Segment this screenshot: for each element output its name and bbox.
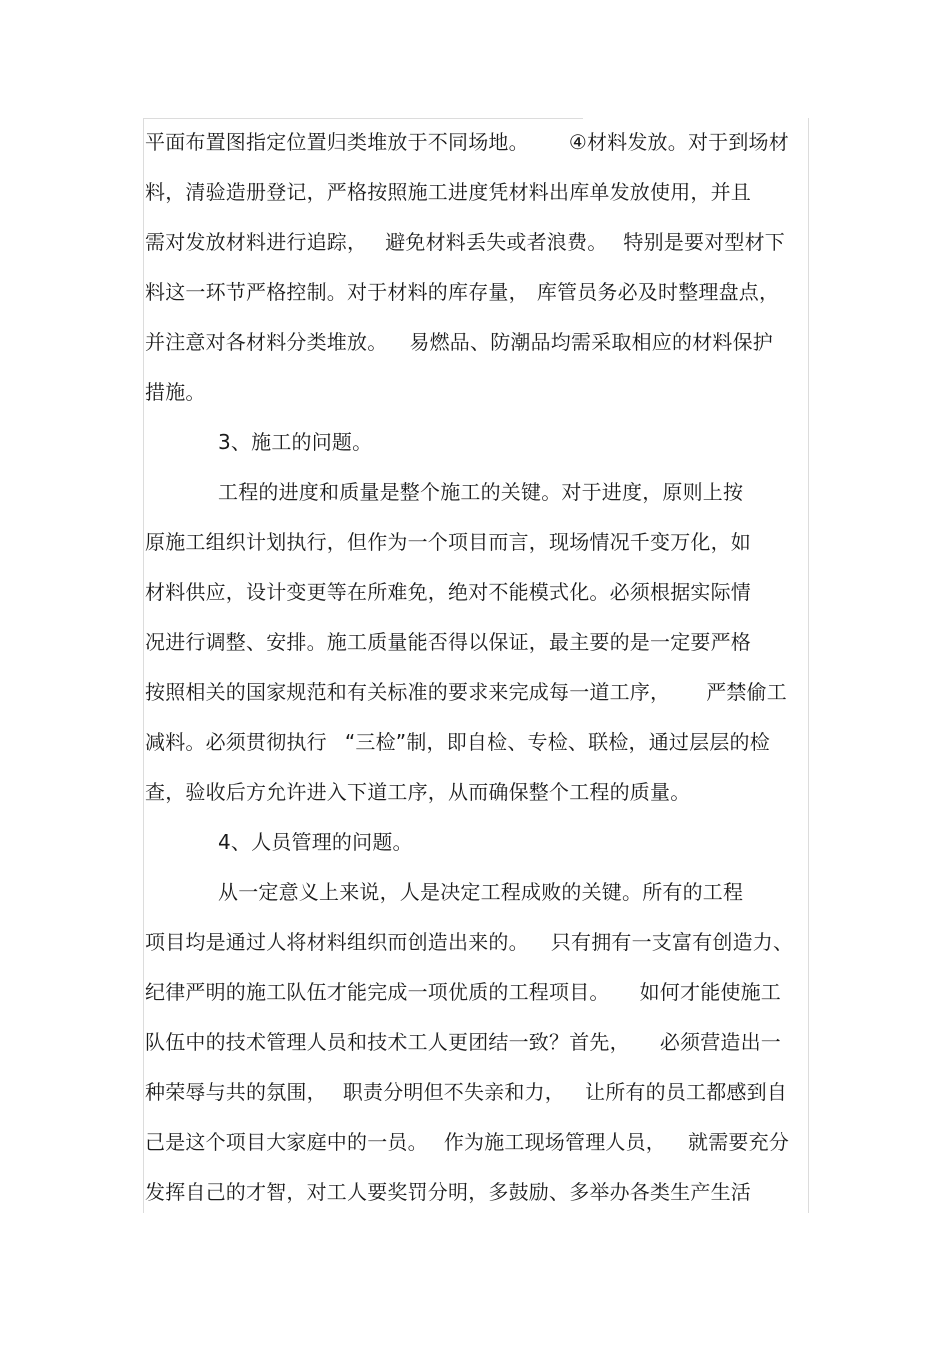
text-seg: 3、施工的问题。: [218, 430, 373, 454]
text-line-11: [145, 627, 751, 657]
text-seg: 特别是要对型材下: [623, 230, 786, 254]
text-line-9: [145, 527, 751, 557]
text-seg: 就需要充分: [688, 1130, 790, 1154]
text-seg: 纪律严明的施工队伍才能完成一项优质的工程项目。: [145, 980, 610, 1004]
text-seg: 材料供应，设计变更等在所难免，绝对不能模式化。必须根据实际情: [145, 580, 751, 604]
text-seg: 减料。必须贯彻执行: [145, 730, 327, 754]
text-seg: 发挥自己的才智，对工人要奖罚分明，多鼓励、多举办各类生产生活: [145, 1180, 751, 1204]
text-line-22: [145, 1177, 751, 1207]
text-seg: “三检”制，即自检、专检、联检，通过层层的检: [344, 730, 770, 754]
text-seg: 原施工组织计划执行，但作为一个项目而言，现场情况千变万化，如: [145, 530, 751, 554]
text-seg: 需对发放材料进行追踪，: [145, 230, 368, 254]
text-seg: 平面布置图指定位置归类堆放于不同场地。: [145, 130, 529, 154]
text-seg: 项目均是通过人将材料组织而创造出来的。: [145, 930, 529, 954]
text-line-13: [145, 727, 770, 757]
text-line-12: [145, 677, 787, 707]
text-line-10: [145, 577, 751, 607]
text-seg: 措施。: [145, 380, 206, 404]
text-line-2: [145, 177, 751, 207]
text-line-21: [145, 1127, 789, 1157]
text-line-8: [218, 477, 743, 507]
text-seg: 必须营造出一: [659, 1030, 782, 1054]
text-seg: 职责分明但不失亲和力，: [342, 1080, 566, 1104]
text-seg: 易燃品、防潮品均需采取相应的材料保护: [409, 330, 774, 354]
text-line-4: [145, 277, 779, 307]
text-seg: 按照相关的国家规范和有关标准的要求来完成每一道工序，: [145, 680, 671, 704]
text-seg: 并注意对各材料分类堆放。: [145, 330, 388, 354]
text-seg: 作为施工现场管理人员，: [443, 1130, 667, 1154]
text-line-3: [145, 227, 785, 257]
text-seg: 从一定意义上来说，人是决定工程成败的关键。所有的工程: [218, 880, 744, 904]
text-seg: 让所有的员工都感到自: [585, 1080, 788, 1104]
text-seg: 况进行调整、安排。施工质量能否得以保证，最主要的是一定要严格: [145, 630, 751, 654]
text-seg: 库管员务必及时整理盘点，: [536, 280, 780, 304]
text-seg: 只有拥有一支富有创造力、: [550, 930, 794, 954]
text-seg: 工程的进度和质量是整个施工的关键。对于进度，原则上按: [218, 480, 744, 504]
text-seg: 避免材料丢失或者浪费。: [385, 230, 608, 254]
text-seg: ④材料发放。对于到场材: [568, 130, 789, 154]
text-line-5: [145, 327, 773, 357]
text-seg: 严禁偷工: [706, 680, 788, 704]
text-line-18: [145, 977, 781, 1007]
text-seg: 队伍中的技术管理人员和技术工人更团结一致？首先，: [145, 1030, 630, 1054]
text-seg: 如何才能使施工: [639, 980, 782, 1004]
text-line-6: [145, 377, 206, 407]
text-line-19: [145, 1027, 781, 1057]
text-line-20: [145, 1077, 787, 1107]
text-line-1: [145, 127, 789, 157]
text-seg: 料这一环节严格控制。对于材料的库存量，: [145, 280, 529, 304]
text-seg: 4、人员管理的问题。: [218, 830, 413, 854]
text-line-16: [218, 877, 743, 907]
text-line-14: [145, 777, 690, 807]
text-seg: 料，清验造册登记，严格按照施工进度凭材料出库单发放使用，并且: [145, 180, 751, 204]
text-seg: 查，验收后方允许进入下道工序，从而确保整个工程的质量。: [145, 780, 691, 804]
text-seg: 种荣辱与共的氛围，: [145, 1080, 327, 1104]
section-heading-3: [218, 427, 372, 457]
text-seg: 己是这个项目大家庭中的一员。: [145, 1130, 428, 1154]
text-line-17: [145, 927, 793, 957]
section-heading-4: [218, 827, 413, 857]
